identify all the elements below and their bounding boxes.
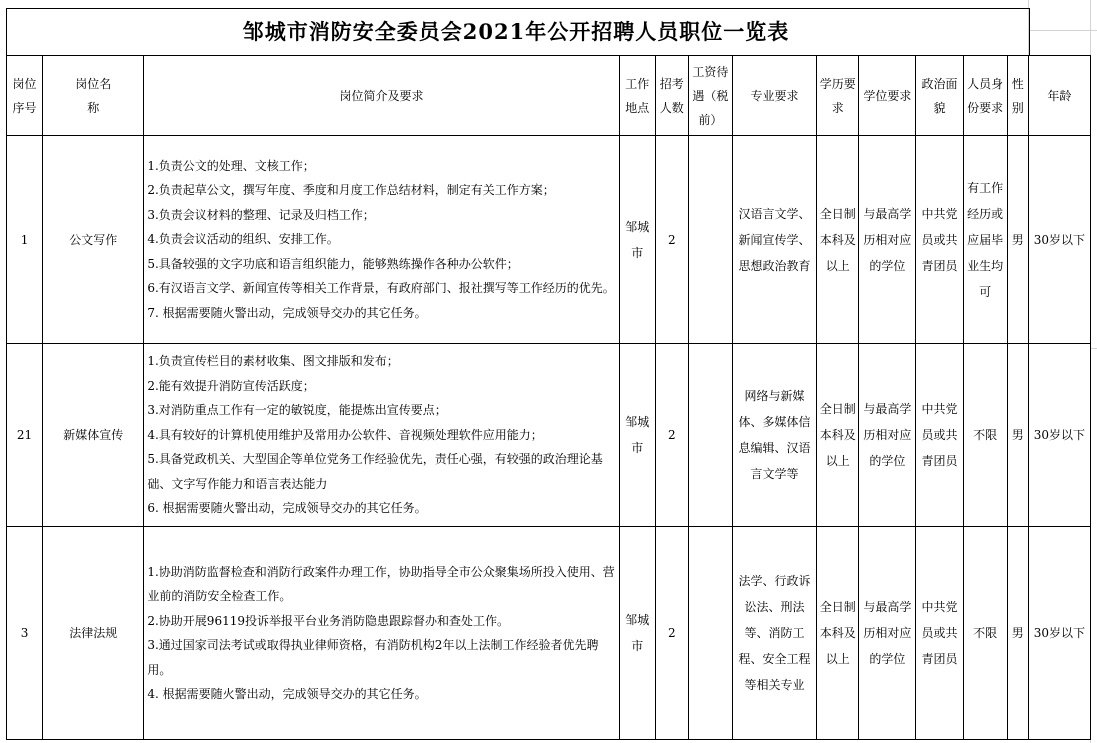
cell-name[interactable]: 公文写作 [43, 136, 144, 344]
cell-seq[interactable]: 1 [7, 136, 43, 344]
table-row [7, 344, 1091, 527]
desc-line: 1.协助消防监督检查和消防行政案件办理工作，协助指导全市公众聚集场所投入使用、营业前的消防安全检查工作。 [147, 564, 615, 603]
desc-line: 3.通过国家司法考试或取得执业律师资格，有消防机构2年以上法制工作经验者优先聘用。 [147, 638, 599, 677]
cell-name[interactable]: 新媒体宣传 [43, 344, 144, 527]
cell-political[interactable]: 中共党员或共青团员 [916, 344, 963, 527]
cell-degree[interactable]: 与最高学历相对应的学位 [859, 527, 916, 740]
job-table [6, 55, 1091, 740]
desc-line: 5.具备党政机关、大型国企等单位党务工作经验优先，责任心强，有较强的政治理论基础、文字写作能力和语言表达能力 [147, 452, 603, 491]
cell-salary[interactable] [688, 527, 732, 740]
header-education[interactable]: 学历要求 [817, 56, 859, 136]
cell-identity[interactable]: 不限 [963, 527, 1007, 740]
header-gender[interactable]: 性别 [1007, 56, 1028, 136]
desc-line: 6.有汉语言文学、新闻宣传等相关工作背景，有政府部门、报社撰写等工作经历的优先。 [147, 281, 615, 296]
cell-count[interactable]: 2 [655, 527, 688, 740]
desc-line: 7. 根据需要随火警出动，完成领导交办的其它任务。 [147, 305, 427, 320]
gridline [1091, 348, 1097, 349]
desc-line: 2.负责起草公文，撰写年度、季度和月度工作总结材料，制定有关工作方案； [147, 183, 555, 198]
cell-major[interactable]: 法学、行政诉讼法、刑法等、消防工程、安全工程等相关专业 [732, 527, 816, 740]
header-degree[interactable]: 学位要求 [859, 56, 916, 136]
cell-age[interactable]: 30岁以下 [1028, 344, 1090, 527]
cell-political[interactable]: 中共党员或共青团员 [916, 527, 963, 740]
cell-gender[interactable]: 男 [1007, 344, 1028, 527]
table-row [7, 527, 1091, 740]
cell-degree[interactable]: 与最高学历相对应的学位 [859, 136, 916, 344]
desc-line: 1.负责宣传栏目的素材收集、图文排版和发布； [147, 354, 399, 369]
header-salary[interactable]: 工资待遇（税前） [688, 56, 732, 136]
cell-location[interactable]: 邹城市 [619, 136, 655, 344]
cell-education[interactable]: 全日制本科及以上 [817, 136, 859, 344]
desc-line: 4.负责会议活动的组织、安排工作。 [147, 232, 339, 247]
cell-identity[interactable]: 有工作经历或应届毕业生均可 [963, 136, 1007, 344]
desc-line: 3.负责会议材料的整理、记录及归档工作； [147, 207, 375, 222]
header-location[interactable]: 工作地点 [619, 56, 655, 136]
cell-age[interactable]: 30岁以下 [1028, 527, 1090, 740]
page-title: 邹城市消防安全委员会2021年公开招聘人员职位一览表 [242, 19, 790, 44]
desc-line: 1.负责公文的处理、文核工作； [147, 158, 315, 173]
cell-gender[interactable]: 男 [1007, 136, 1028, 344]
table-row [7, 136, 1091, 344]
header-count[interactable]: 招考人数 [655, 56, 688, 136]
desc-line: 4. 根据需要随火警出动，完成领导交办的其它任务。 [147, 687, 427, 701]
cell-name[interactable]: 法律法规 [43, 527, 144, 740]
cell-salary[interactable] [688, 344, 732, 527]
cell-count[interactable]: 2 [655, 136, 688, 344]
cell-degree[interactable]: 与最高学历相对应的学位 [859, 344, 916, 527]
cell-location[interactable]: 邹城市 [619, 527, 655, 740]
desc-line: 2.能有效提升消防宣传活跃度； [147, 378, 315, 393]
cell-salary[interactable] [688, 136, 732, 344]
cell-gender[interactable]: 男 [1007, 527, 1028, 740]
header-identity[interactable]: 人员身份要求 [963, 56, 1007, 136]
cell-education[interactable]: 全日制本科及以上 [817, 344, 859, 527]
cell-desc[interactable] [144, 136, 619, 344]
cell-age[interactable]: 30岁以下 [1028, 136, 1090, 344]
cell-major[interactable]: 网络与新媒体、多媒体信息编辑、汉语言文学等 [732, 344, 816, 527]
header-row [7, 56, 1091, 136]
header-seq[interactable]: 岗位序号 [7, 56, 43, 136]
cell-identity[interactable]: 不限 [963, 344, 1007, 527]
cell-seq[interactable]: 3 [7, 527, 43, 740]
desc-line: 5.具备较强的文字功底和语言组织能力，能够熟练操作各种办公软件； [147, 256, 519, 271]
gridline [1028, 30, 1097, 31]
desc-line: 4.具有较好的计算机使用维护及常用办公软件、音视频处理软件应用能力； [147, 427, 543, 442]
header-political[interactable]: 政治面貌 [916, 56, 963, 136]
desc-line: 2.协助开展96119投诉举报平台业务消防隐患跟踪督办和查处工作。 [147, 613, 509, 628]
cell-major[interactable]: 汉语言文学、新闻宣传学、思想政治教育 [732, 136, 816, 344]
desc-line: 3.对消防重点工作有一定的敏锐度，能提炼出宣传要点； [147, 403, 447, 418]
header-major[interactable]: 专业要求 [732, 56, 816, 136]
cell-desc[interactable] [144, 527, 619, 740]
header-age[interactable]: 年龄 [1028, 56, 1090, 136]
header-desc[interactable]: 岗位简介及要求 [144, 56, 619, 136]
header-name[interactable]: 岗位名称 [43, 56, 144, 136]
cell-seq[interactable]: 21 [7, 344, 43, 527]
cell-education[interactable]: 全日制本科及以上 [817, 527, 859, 740]
cell-desc[interactable] [144, 344, 619, 527]
cell-location[interactable]: 邹城市 [619, 344, 655, 527]
cell-count[interactable]: 2 [655, 344, 688, 527]
desc-line: 6. 根据需要随火警出动，完成领导交办的其它任务。 [147, 501, 427, 516]
cell-political[interactable]: 中共党员或共青团员 [916, 136, 963, 344]
